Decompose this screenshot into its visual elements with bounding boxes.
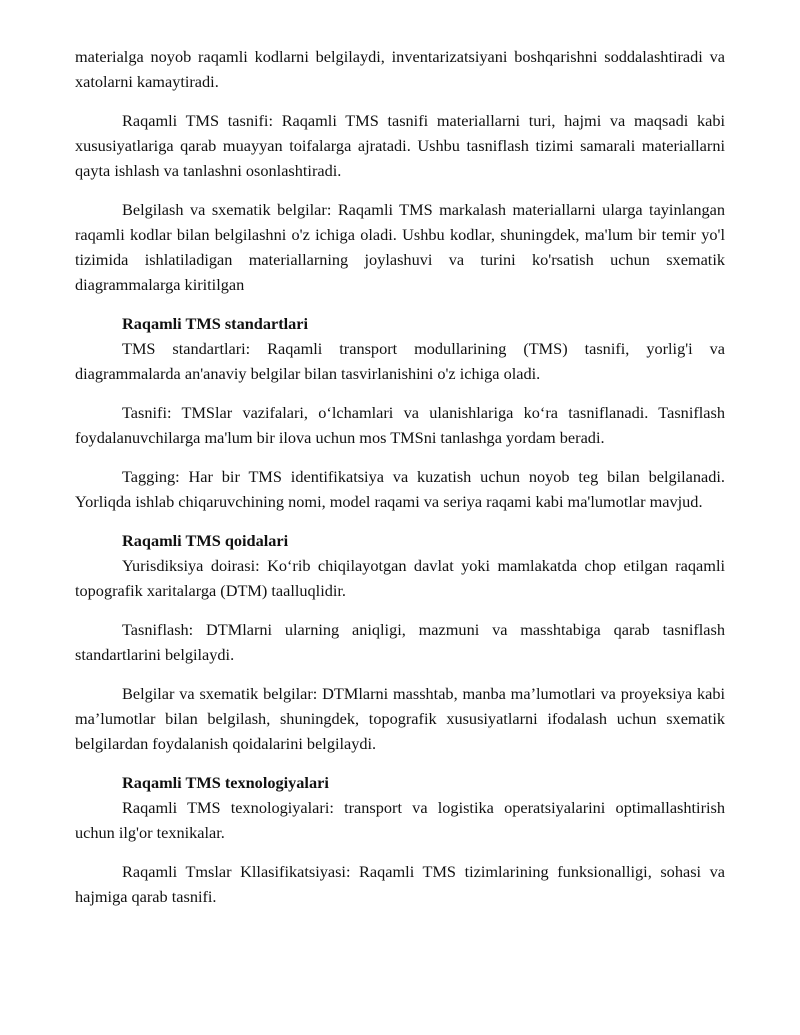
qoidalari-paragraph-3: Belgilar va sxematik belgilar: DTMlarni masshtab, manba ma’lumotlari va proyeksiya kabi ma’lumotlar bilan belgilash, shuningdek, topografik xususiyatlarni ifodalash uchun sxematik belgilardan foydalanish qoidalarini belgilaydi.	[75, 684, 725, 753]
document-page	[75, 44, 725, 909]
standartlar-paragraph-3: Tagging: Har bir TMS identifikatsiya va kuzatish uchun noyob teg bilan belgilanadi. Yorliqda ishlab chiqaruvchining nomi, model raqami va seriya raqami kabi ma'lumotlar mavjud.	[75, 467, 725, 511]
standartlar-paragraph-2: Tasnifi: TMSlar vazifalari, o‘lchamlari va ulanishlariga ko‘ra tasniflanadi. Tasniflash foydalanuvchilarga ma'lum bir ilova uchun mos TMSni tanlashga yordam beradi.	[75, 403, 725, 447]
tasnifi-paragraph: Raqamli TMS tasnifi: Raqamli TMS tasnifi materiallarni turi, hajmi va maqsadi kabi xususiyatlariga qarab muayyan toifalarga ajratadi. Ushbu tasniflash tizimi samarali materiallarni qayta ishlash va tanlashni osonlashtiradi.	[75, 111, 725, 180]
texnologiyalari-paragraph-2: Raqamli Tmslar Kllasifikatsiyasi: Raqamli TMS tizimlarining funksionalligi, sohasi va hajmiga qarab tasnifi.	[75, 862, 725, 906]
qoidalari-paragraph-1: Yurisdiksiya doirasi: Ko‘rib chiqilayotgan davlat yoki mamlakatda chop etilgan raqamli topografik xaritalarga (DTM) taalluqlidir.	[75, 556, 725, 600]
texnologiyalari-heading: Raqamli TMS texnologiyalari	[122, 773, 329, 792]
intro-continuation-paragraph: materialga noyob raqamli kodlarni belgilaydi, inventarizatsiyani boshqarishni soddalashtiradi va xatolarni kamaytiradi.	[75, 47, 725, 91]
texnologiyalari-paragraph-1: Raqamli TMS texnologiyalari: transport va logistika operatsiyalarini optimallashtirish uchun ilg'or texnikalar.	[75, 798, 725, 842]
qoidalari-paragraph-2: Tasniflash: DTMlarni ularning aniqligi, mazmuni va masshtabiga qarab tasniflash standartlarini belgilaydi.	[75, 620, 725, 664]
qoidalari-heading: Raqamli TMS qoidalari	[122, 531, 289, 550]
belgilash-paragraph: Belgilash va sxematik belgilar: Raqamli TMS markalash materiallarni ularga tayinlangan raqamli kodlar bilan belgilashni o'z ichiga oladi. Ushbu kodlar, shuningdek, ma'lum bir temir yo'l tizimida ishlatiladigan materiallarning joylashuvi va turini ko'rsatish uchun sxematik diagrammalarga kiritilgan	[75, 200, 725, 294]
standartlar-heading: Raqamli TMS standartlari	[122, 314, 309, 333]
standartlar-paragraph-1: TMS standartlari: Raqamli transport modullarining (TMS) tasnifi, yorlig'i va diagrammalarda an'anaviy belgilar bilan tasvirlanishini o'z ichiga oladi.	[75, 339, 725, 383]
